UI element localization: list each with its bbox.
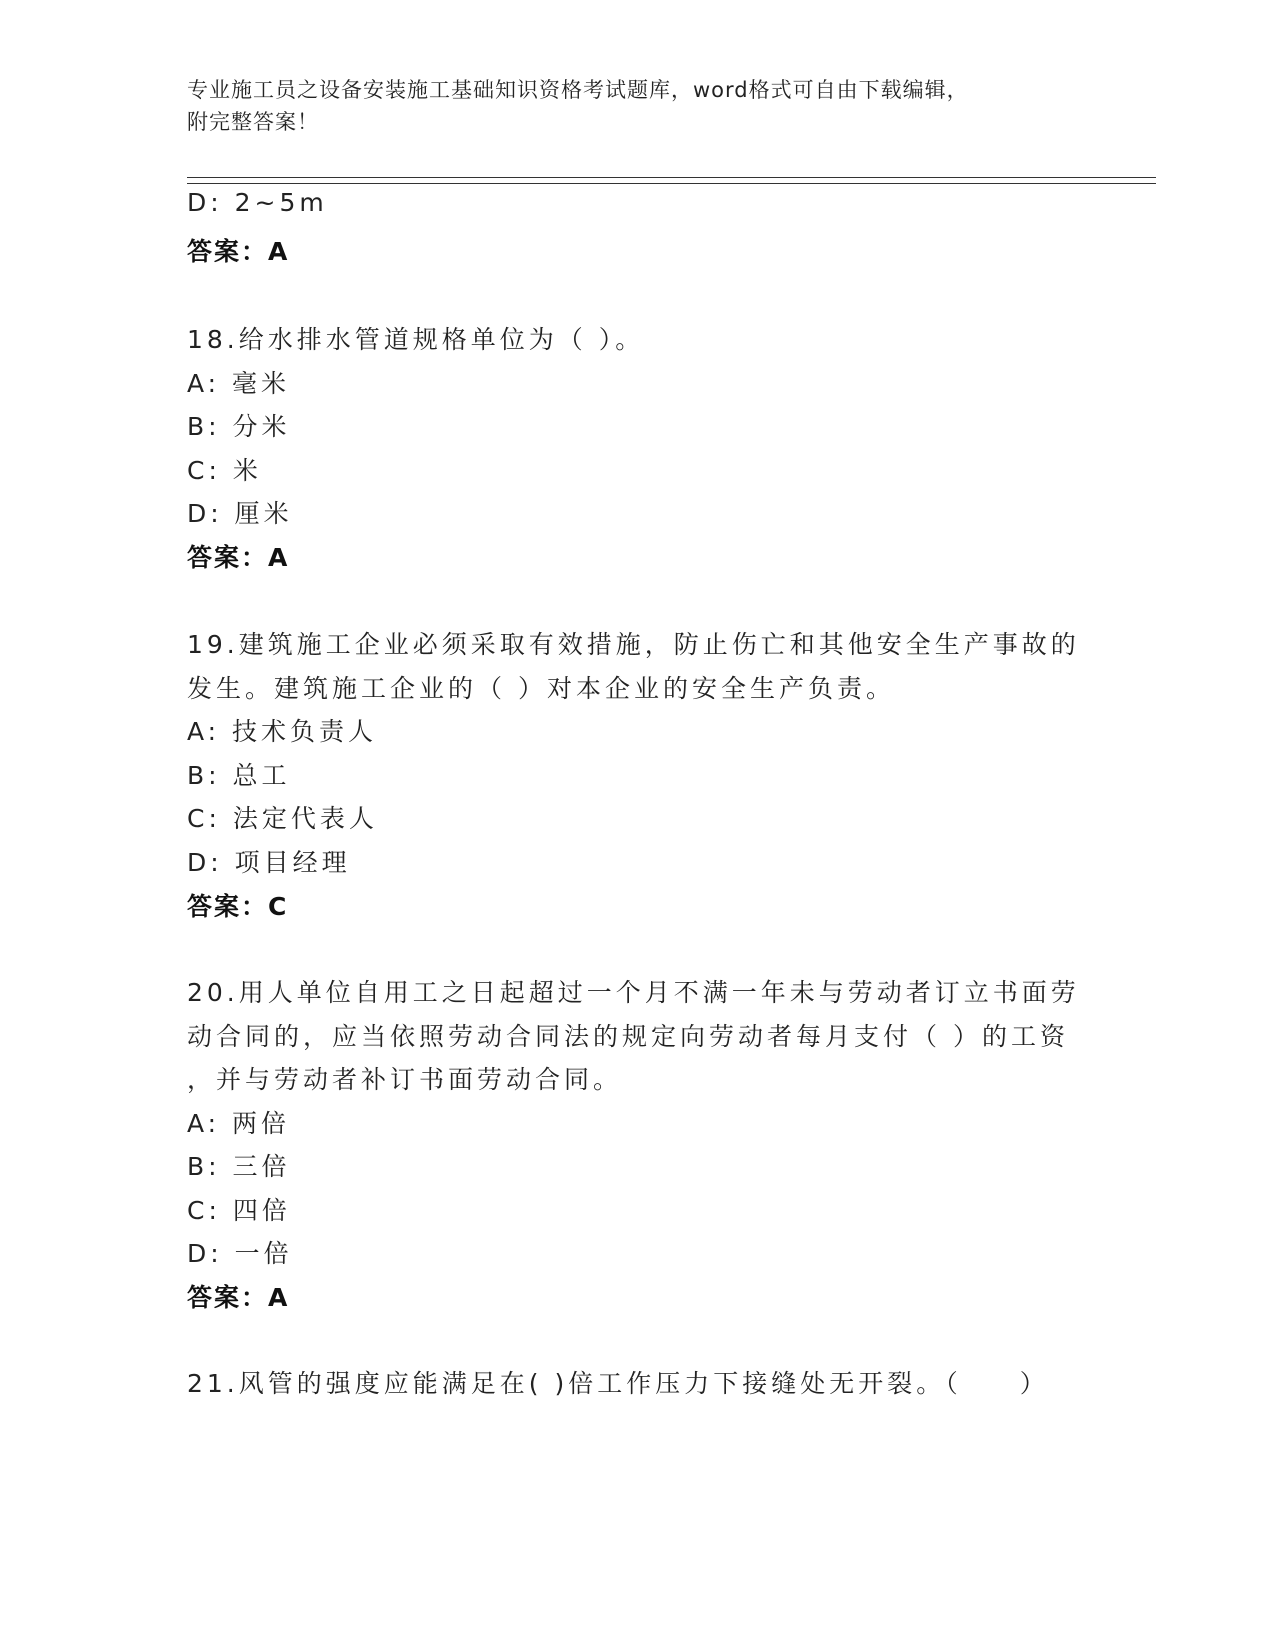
q19-option-b: B: 总工 (187, 761, 291, 790)
q20-option-b: B: 三倍 (187, 1152, 291, 1181)
q20-option-d: D: 一倍 (187, 1239, 293, 1268)
q18-stem-line-1: 18.给水排水管道规格单位为（ ）。 (187, 325, 645, 354)
q18-answer: 答案：A (187, 543, 290, 572)
q19-option-c: C: 法定代表人 (187, 804, 378, 833)
document-header (187, 74, 1087, 138)
q20-option-c: C: 四倍 (187, 1196, 291, 1225)
header-line-1: 专业施工员之设备安装施工基础知识资格考试题库，word格式可自由下载编辑， (187, 78, 969, 102)
q18-option-b: B: 分米 (187, 412, 291, 441)
q18-option-d: D: 厘米 (187, 499, 293, 528)
prev-answer: 答案：A (187, 237, 290, 266)
header-divider-top (187, 177, 1156, 178)
q20-stem-line-3: ，并与劳动者补订书面劳动合同。 (187, 1065, 623, 1094)
q18-option-a: A: 毫米 (187, 369, 291, 398)
q21-stem-line-1: 21.风管的强度应能满足在( )倍工作压力下接缝处无开裂。（ ） (187, 1369, 1049, 1398)
q19-option-d: D: 项目经理 (187, 848, 351, 877)
q20-answer: 答案：A (187, 1283, 290, 1312)
q18-option-c: C: 米 (187, 456, 262, 485)
q19-stem-line-2: 发生。建筑施工企业的（ ）对本企业的安全生产负责。 (187, 674, 895, 703)
q20-stem-line-2: 动合同的，应当依照劳动合同法的规定向劳动者每月支付（ ）的工资 (187, 1022, 1069, 1051)
prev-option-d: D: 2~5m (187, 188, 328, 217)
q19-stem-line-1: 19.建筑施工企业必须采取有效措施，防止伤亡和其他安全生产事故的 (187, 630, 1080, 659)
q19-answer: 答案：C (187, 892, 289, 921)
header-divider-bottom (187, 183, 1156, 184)
header-line-2: 附完整答案！ (187, 110, 319, 134)
q20-option-a: A: 两倍 (187, 1109, 291, 1138)
q20-stem-line-1: 20.用人单位自用工之日起超过一个月不满一年未与劳动者订立书面劳 (187, 978, 1080, 1007)
q19-option-a: A: 技术负责人 (187, 717, 378, 746)
